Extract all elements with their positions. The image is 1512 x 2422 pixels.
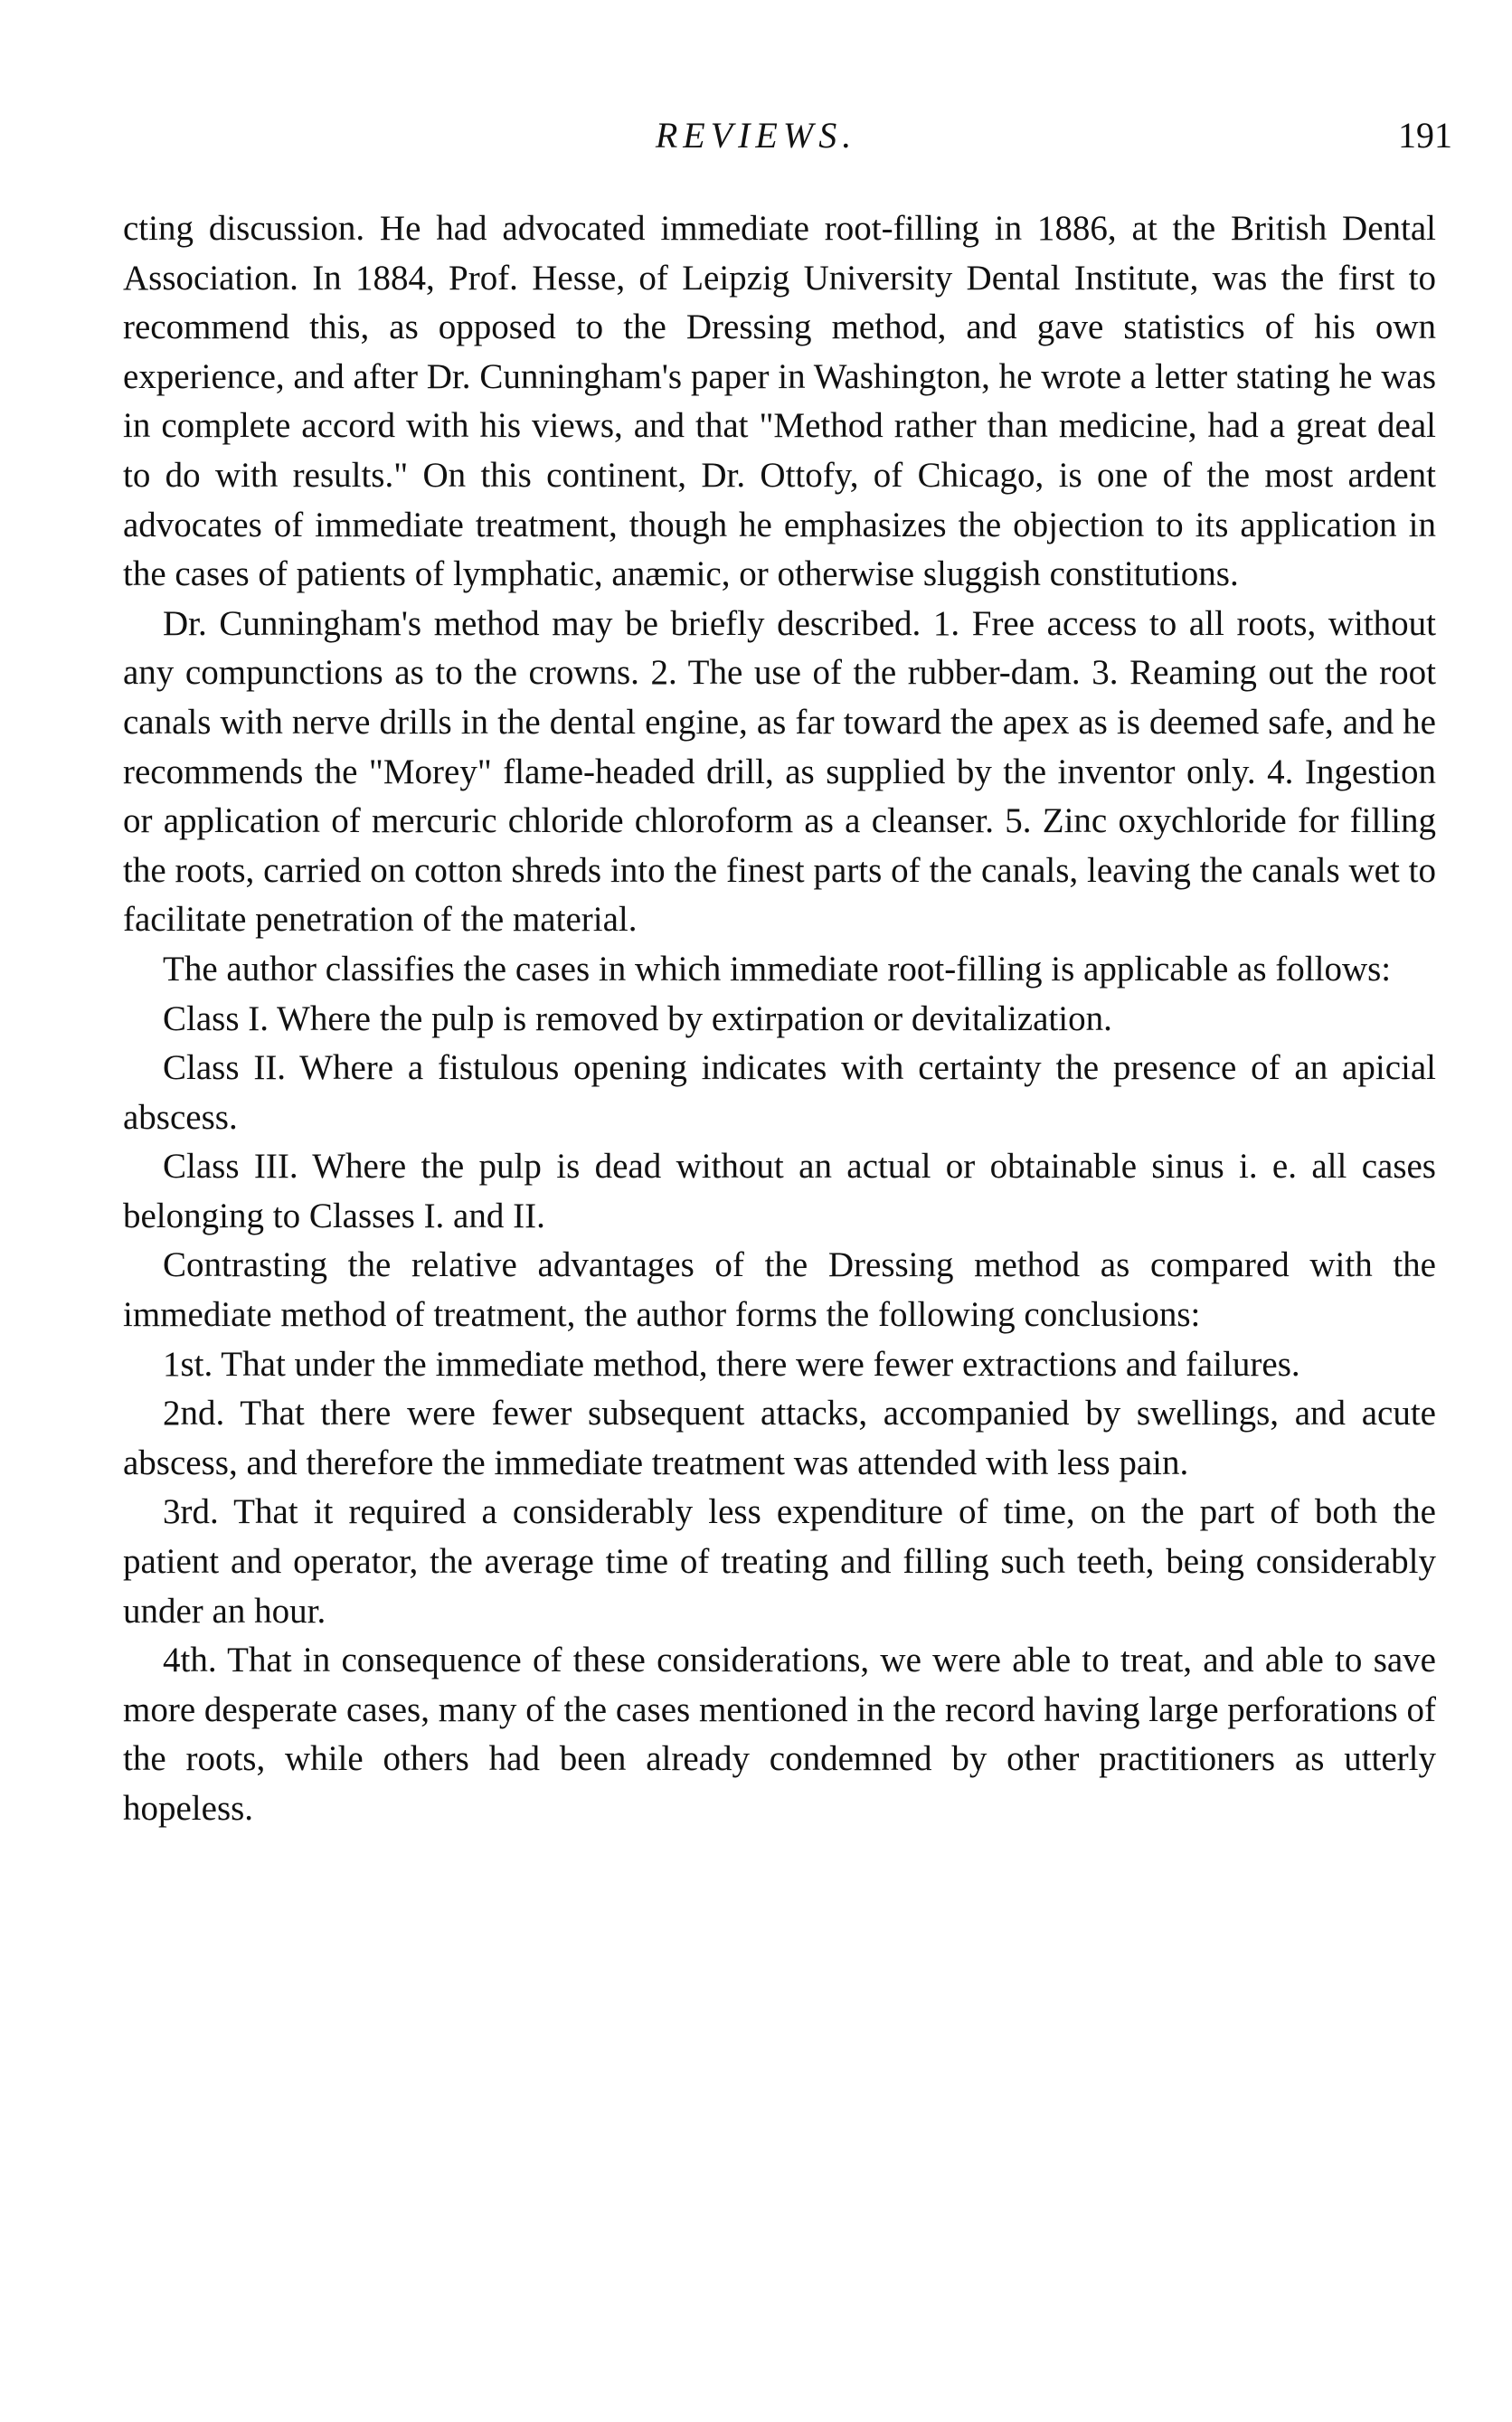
paragraph-conclusion-fourth: 4th. That in consequence of these considerations, we were able to treat, and able to save more desperate cases, many of the cases mentioned in the record having large perforations of the roots, while others had been already condemned by other practitioners as utterly hopeless. xyxy=(123,1641,1436,1828)
paragraph-method-description: Dr. Cunningham's method may be briefly described. 1. Free access to all roots, without any compunctions as to the crowns. 2. The use of the rubber-dam. 3. Reaming out the root canals with nerve drills in the dental engine, as far toward the apex as is deemed safe, and he recommends the "Morey" flame-headed drill, as supplied by the inventor only. 4. Ingestion or application of mercuric chloride chloroform as a cleanser. 5. Zinc oxychloride for filling the roots, carried on cotton shreds into the finest parts of the canals, leaving the canals wet to facilitate penetration of the material. xyxy=(123,603,1436,940)
paragraph-continued-discussion: cting discussion. He had advocated immediate root-filling in 1886, at the British Dental Association. In 1884, Prof. Hesse, of Leipzig University Dental Institute, was the first to recommend this, as opposed to the Dressing method, and gave statistics of his own experience, and after Dr. Cunningham's paper in Washington, he wrote a letter stating he was in complete accord with his views, and that "Method rather than medicine, had a great deal to do with results." On this continent, Dr. Ottofy, of Chicago, is one of the most ardent advocates of immediate treatment, though he emphasizes the objection to its application in the cases of patients of lymphatic, anæmic, or otherwise sluggish constitutions. xyxy=(123,209,1436,594)
paragraph-conclusion-first: 1st. That under the immediate method, there were fewer extractions and failures. xyxy=(163,1344,1300,1384)
paragraph-classification-intro: The author classifies the cases in which immediate root-filling is applicable as follows: xyxy=(163,949,1392,989)
paragraph-conclusion-second: 2nd. That there were fewer subsequent attacks, accompanied by swellings, and acute abscess, and therefore the immediate treatment was attended with less pain. xyxy=(123,1394,1436,1482)
body-text xyxy=(123,204,1436,1834)
page-number: 191 xyxy=(1398,115,1452,156)
paragraph-conclusions-intro: Contrasting the relative advantages of the Dressing method as compared with the immediate method of treatment, the author forms the following conclusions: xyxy=(123,1245,1436,1335)
page-header xyxy=(0,109,1512,163)
paragraph-class-three: Class III. Where the pulp is dead without an actual or obtainable sinus i. e. all cases belonging to Classes I. and II. xyxy=(123,1147,1436,1235)
paragraph-class-one: Class I. Where the pulp is removed by extirpation or devitalization. xyxy=(163,998,1112,1038)
running-title: REVIEWS. xyxy=(655,115,857,156)
paragraph-class-two: Class II. Where a fistulous opening indicates with certainty the presence of an apicial abscess. xyxy=(123,1048,1436,1137)
paragraph-conclusion-third: 3rd. That it required a considerably less expenditure of time, on the part of both the patient and operator, the average time of treating and filling such teeth, being considerably under an hour. xyxy=(123,1492,1436,1631)
